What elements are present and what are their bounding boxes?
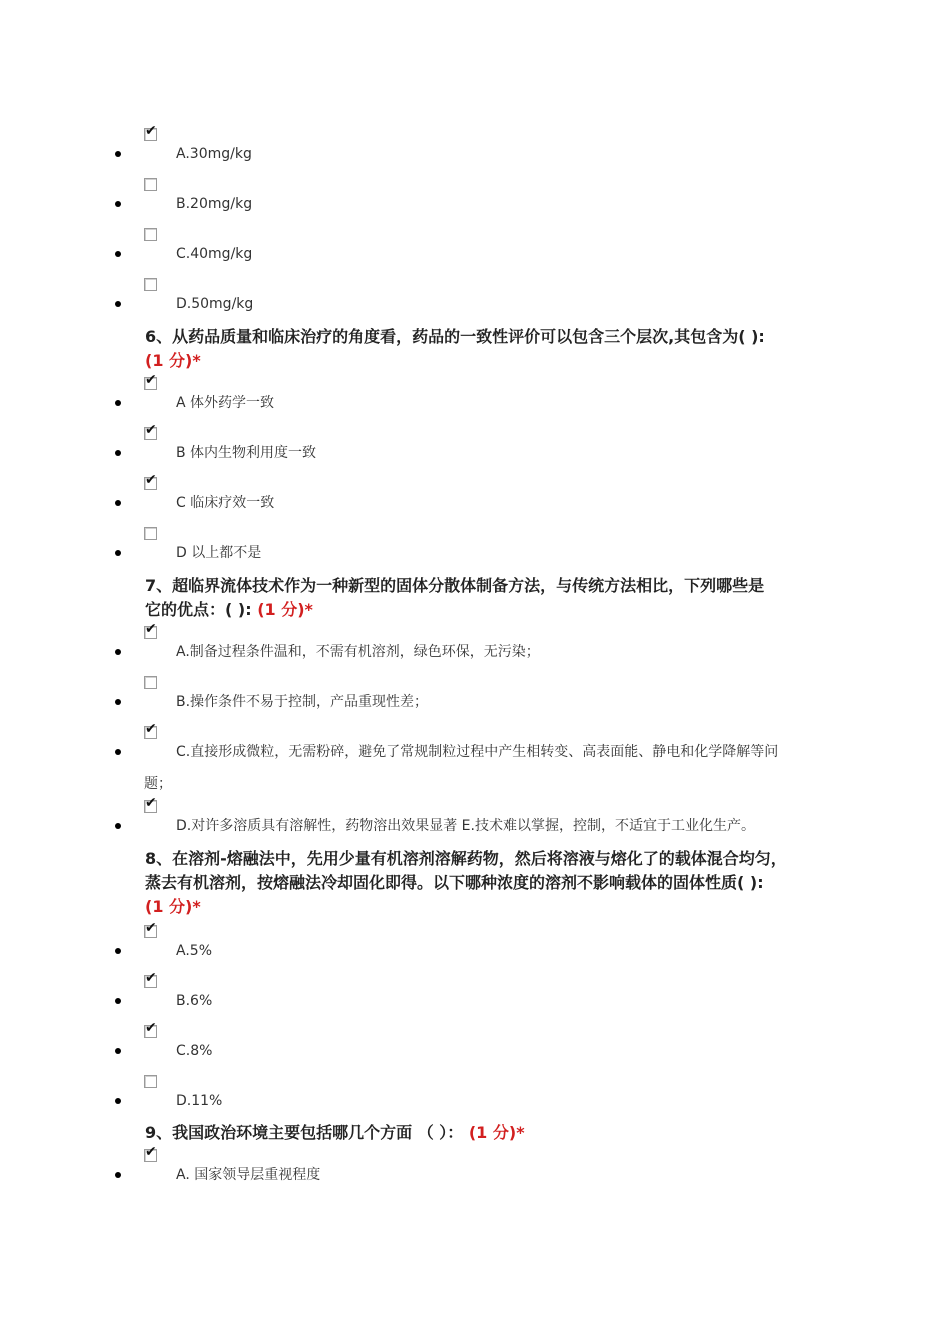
option-8c[interactable] [0, 1020, 950, 1075]
bullet [115, 823, 121, 829]
question-text: 9、我国政治环境主要包括哪几个方面 （ ）： [145, 1123, 464, 1142]
option-label: D.50mg/kg [176, 296, 254, 312]
checkbox-checked[interactable] [144, 1144, 157, 1162]
checkbox[interactable] [144, 228, 157, 241]
question-text: 6、从药品质量和临床治疗的角度看，药品的一致性评价可以包含三个层次,其包含为( ): [145, 327, 765, 346]
checkbox-checked[interactable] [144, 1020, 157, 1038]
check-icon: ✔ [145, 372, 157, 388]
checkbox-checked[interactable] [144, 970, 157, 988]
option-8d[interactable] [0, 1075, 950, 1125]
option-label: B.20mg/kg [176, 196, 253, 212]
bullet [115, 500, 121, 506]
checkbox[interactable] [144, 1075, 157, 1088]
option-label: B.6% [176, 993, 213, 1009]
bullet [115, 251, 121, 257]
option-label: A.5% [176, 943, 212, 959]
option-label: A. 国家领导层重视程度 [176, 1167, 321, 1183]
score-label: (1 分)* [257, 600, 313, 619]
option-5c[interactable] [0, 228, 950, 278]
check-icon: ✔ [145, 795, 157, 811]
checkbox-checked[interactable] [144, 422, 157, 440]
question-9 [145, 1121, 845, 1145]
option-9a[interactable] [0, 1144, 950, 1199]
bullet [115, 201, 121, 207]
option-label: C.直接形成微粒，无需粉碎，避免了常规制粒过程中产生相转变、高表面能、静电和化学降解等问 [176, 744, 779, 760]
checkbox-checked[interactable] [144, 721, 157, 739]
option-label: D.对许多溶质具有溶解性，药物溶出效果显著 E.技术难以掌握，控制，不适宜于工业化生产。 [176, 818, 755, 834]
option-7c[interactable] [0, 721, 950, 776]
option-8b[interactable] [0, 970, 950, 1025]
bullet [115, 301, 121, 307]
option-5a[interactable] [0, 123, 950, 178]
checkbox-checked[interactable] [144, 621, 157, 639]
option-label: C.8% [176, 1043, 213, 1059]
checkbox[interactable] [144, 676, 157, 689]
option-7d[interactable] [0, 795, 950, 850]
checkbox-checked[interactable] [144, 472, 157, 490]
option-label: B.操作条件不易于控制，产品重现性差； [176, 694, 429, 710]
bullet [115, 1048, 121, 1054]
bullet [115, 699, 121, 705]
checkbox[interactable] [144, 178, 157, 191]
check-icon: ✔ [145, 721, 157, 737]
option-5b[interactable] [0, 178, 950, 228]
option-8a[interactable] [0, 920, 950, 975]
option-label: C 临床疗效一致 [176, 495, 275, 511]
option-label-continuation: 题； [144, 776, 172, 792]
bullet [115, 948, 121, 954]
option-label: A.制备过程条件温和，不需有机溶剂，绿色环保，无污染； [176, 644, 540, 660]
check-icon: ✔ [145, 1144, 157, 1160]
option-6a[interactable] [0, 372, 950, 427]
checkbox[interactable] [144, 527, 157, 540]
bullet [115, 450, 121, 456]
checkbox[interactable] [144, 278, 157, 291]
question-6 [145, 325, 845, 373]
question-7 [145, 574, 845, 622]
option-label: C.40mg/kg [176, 246, 253, 262]
checkbox-checked[interactable] [144, 920, 157, 938]
option-label: B 体内生物利用度一致 [176, 445, 317, 461]
option-6c[interactable] [0, 472, 950, 527]
check-icon: ✔ [145, 970, 157, 986]
option-5d[interactable] [0, 278, 950, 328]
question-text: 7、超临界流体技术作为一种新型的固体分散体制备方法，与传统方法相比，下列哪些是 [145, 576, 765, 595]
question-text: 蒸去有机溶剂，按熔融法冷却固化即得。以下哪种浓度的溶剂不影响载体的固体性质( ): [145, 873, 764, 892]
bullet [115, 749, 121, 755]
check-icon: ✔ [145, 123, 157, 139]
bullet [115, 550, 121, 556]
checkbox-checked[interactable] [144, 123, 157, 141]
score-label: (1 分)* [468, 1123, 525, 1142]
check-icon: ✔ [145, 472, 157, 488]
option-6b[interactable] [0, 422, 950, 477]
bullet [115, 998, 121, 1004]
bullet [115, 1098, 121, 1104]
bullet [115, 1172, 121, 1178]
bullet [115, 151, 121, 157]
question-8 [145, 847, 845, 919]
option-7a[interactable] [0, 621, 950, 676]
checkbox-checked[interactable] [144, 372, 157, 390]
checkbox-checked[interactable] [144, 795, 157, 813]
bullet [115, 649, 121, 655]
option-label: D 以上都不是 [176, 545, 262, 561]
check-icon: ✔ [145, 1020, 157, 1036]
check-icon: ✔ [145, 422, 157, 438]
option-label: D.11% [176, 1093, 223, 1109]
bullet [115, 400, 121, 406]
check-icon: ✔ [145, 920, 157, 936]
score-label: (1 分)* [145, 897, 201, 916]
check-icon: ✔ [145, 621, 157, 637]
question-text: 8、在溶剂-熔融法中，先用少量有机溶剂溶解药物，然后将溶液与熔化了的载体混合均匀， [145, 849, 787, 868]
option-label: A 体外药学一致 [176, 395, 275, 411]
question-text: 它的优点：( ): [145, 600, 252, 619]
option-label: A.30mg/kg [176, 146, 252, 162]
option-6d[interactable] [0, 527, 950, 577]
score-label: (1 分)* [145, 351, 201, 370]
option-7b[interactable] [0, 676, 950, 726]
